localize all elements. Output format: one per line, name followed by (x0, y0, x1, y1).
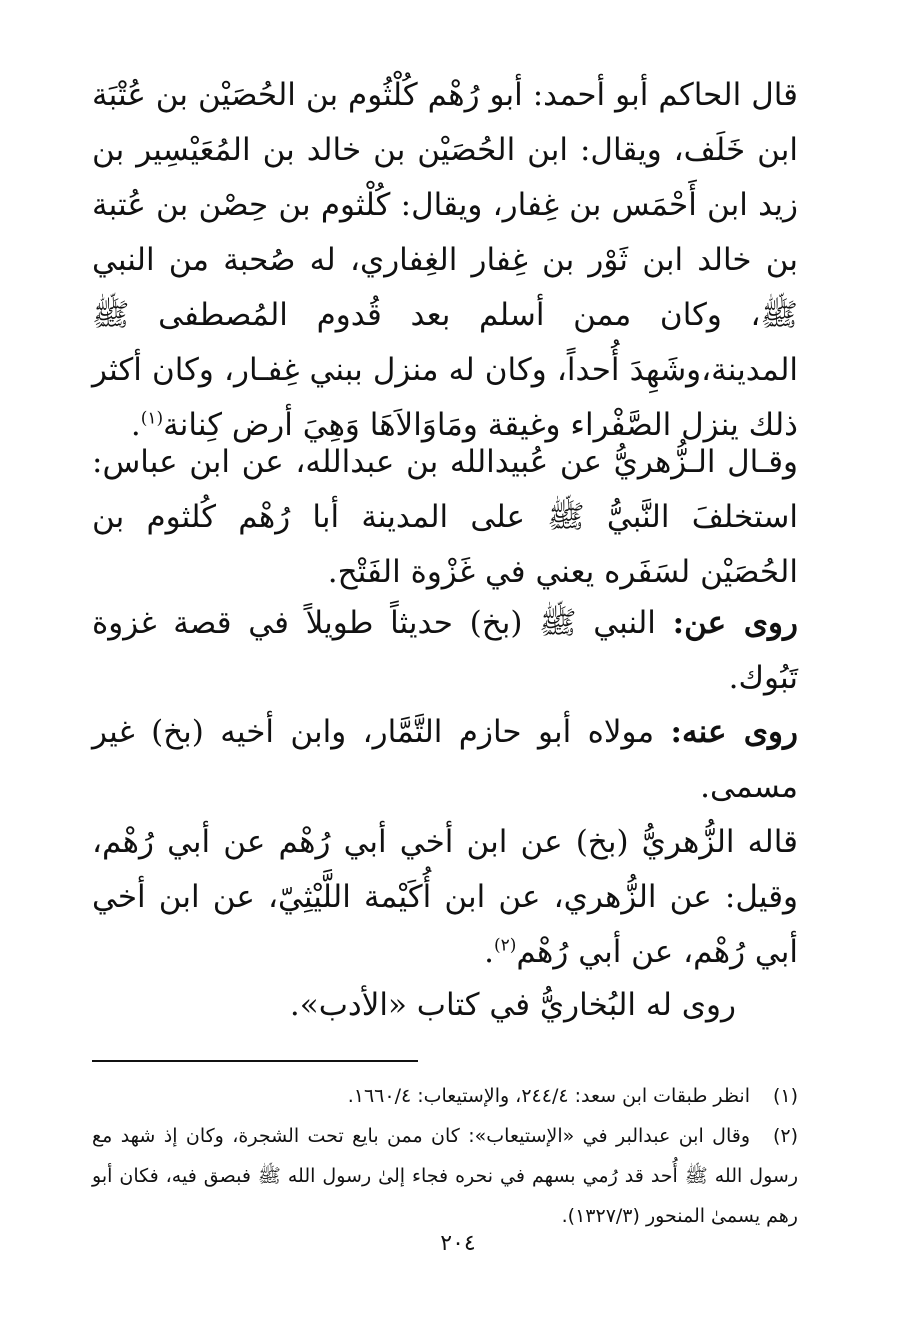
paragraph-biography (92, 68, 798, 453)
paragraph-narrated-by (92, 705, 798, 815)
paragraph-biography-end: . (130, 407, 141, 443)
page-number: ٢٠٤ (440, 1231, 476, 1256)
footnote-ref-2: (٢) (494, 935, 517, 956)
narrated-by-text: مولاه أبو حازم التَّمَّار، وابن أخيه (بخ) غير مسمى. (92, 714, 798, 805)
footnote-2-number: (٢) (772, 1125, 798, 1147)
paragraph-biography-text: قال الحاكم أبو أحمد: أبو رُهْم كُلْثُوم بن الحُصَيْن بن عُتْبَة ابن خَلَف، ويقال: ابن الحُصَيْن بن خالد بن المُعَيْسِير بن زيد ابن أَحْمَس بن غِفار، ويقال: كُلْثوم بن حِصْن بن عُتبة بن خالد ابن ثَوْر بن غِفار الغِفاري، له صُحبة من النبي ﷺ، وكان ممن أسلم بعد قُدوم المُصطفى ﷺ المدينة،وشَهِدَ أُحداً، وكان له منزل ببني غِفـار، وكان أكثر ذلك ينزل الصَّفْراء وغيقة ومَاوَالاَهَا وَهِيَ أرض كِنانة (92, 77, 798, 443)
paragraph-zuhri-narration (92, 435, 798, 600)
footnote-1-number: (١) (772, 1085, 798, 1107)
paragraph-bukhari (92, 978, 736, 1033)
narrated-by-label: روى عنه: (670, 714, 798, 750)
narrated-from-text: النبي ﷺ (بخ) حديثاً طويلاً في قصة غزوة تَبُوك. (92, 605, 798, 696)
paragraph-bukhari-text: روى له البُخاريُّ في كتاب «الأدب». (289, 987, 736, 1023)
footnote-2-text: وقال ابن عبدالبر في «الإستيعاب»: كان ممن بايع تحت الشجرة، وكان إذ شهد مع رسول الله ﷺ أُحد قد رُمي بسهم في نحره فجاء إلىٰ رسول الله ﷺ فبصق فيه، فكان أبو رهم يسمىٰ المنحور (١٣٢٧/٣). (92, 1125, 798, 1227)
paragraph-narrated-from (92, 596, 798, 706)
paragraph-chain-end: . (484, 934, 494, 970)
footnote-1 (92, 1076, 798, 1116)
paragraph-chain (92, 815, 798, 980)
footnote-1-text: انظر طبقات ابن سعد: ٢٤٤/٤، والإستيعاب: ١٦٦٠/٤. (347, 1085, 750, 1107)
paragraph-zuhri-narration-text: وقـال الـزُّهريُّ عن عُبيدالله بن عبدالله، عن ابن عباس: استخلفَ النَّبيُّ ﷺ على المدينة أبا رُهْم كُلثوم بن الحُصَيْن لسَفَره يعني في غَزْوة الفَتْح. (92, 444, 798, 590)
footnote-2 (92, 1116, 798, 1236)
paragraph-chain-text: قاله الزُّهريُّ (بخ) عن ابن أخي أبي رُهْم عن أبي رُهْم، وقيل: عن الزُّهري، عن ابن أُكَيْمة اللَّيْثِيّ، عن ابن أخي أبي رُهْم، عن أبي رُهْم (92, 824, 798, 970)
footnote-divider (92, 1060, 418, 1062)
footnote-ref-1: (١) (140, 408, 164, 429)
narrated-from-label: روى عن: (672, 605, 798, 641)
